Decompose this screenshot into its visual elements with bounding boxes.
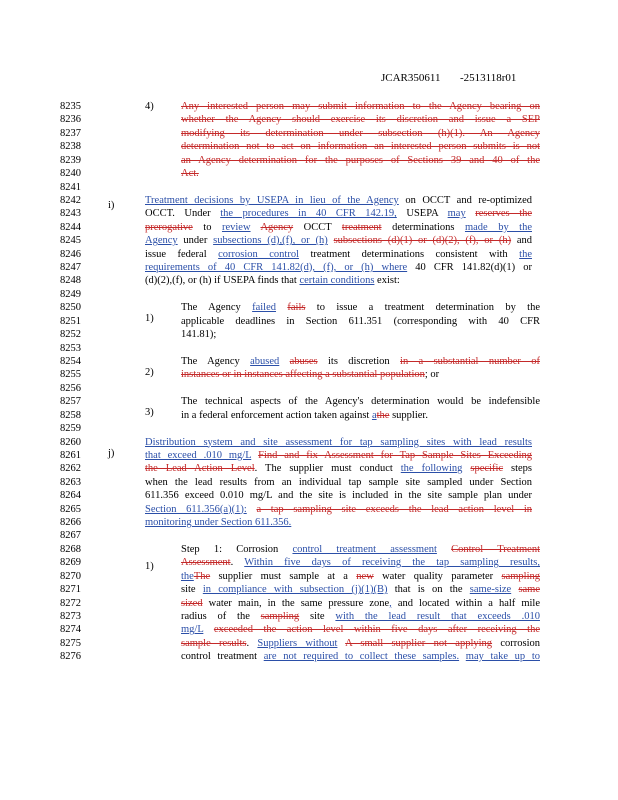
line-number: 8237 [60,127,81,139]
line-number: 8270 [60,570,81,582]
text-line [145,274,532,287]
header-doc-code: -2513118r01 [460,72,517,84]
deleted-text: new [356,570,374,582]
line-number: 8259 [60,423,81,435]
line-number: 8276 [60,651,81,663]
deleted-text: Control Treatment [451,543,540,555]
plain-text: when the lead results from an individual tap sample site sampled under Section [145,476,532,488]
plain-text [279,356,289,367]
inserted-text: abused [250,355,280,367]
deleted-text: an Agency determination for the purposes of Sections 39 and 40 of the [181,154,540,166]
text-line [181,301,540,314]
plain-text: corrosion [492,637,540,649]
inserted-text: review [221,221,251,233]
inserted-text: may take up to [465,651,540,663]
plain-text: . [246,637,258,649]
inserted-text: in compliance with subsection (j)(1)(B) [202,584,388,596]
plain-text: issue federal [145,248,219,260]
deleted-text: specific [470,463,504,475]
deleted-text: sized [181,597,203,609]
inserted-text: subsections (d),(f), or (h) [213,235,328,247]
deleted-text: in a substantial number of [400,355,540,367]
text-line [145,489,532,502]
text-line [145,516,532,529]
line-number: 8251 [60,315,81,327]
deleted-text: Find and fix Assessment for Tap Sample Sites Exceeding [258,449,532,461]
plain-text: control treatment [181,651,264,663]
plain-text: steps [503,463,532,475]
plain-text: in a federal enforcement action taken against [181,409,372,421]
line-number: 8241 [60,181,81,193]
text-line [145,449,532,462]
item-label-j-1: 1) [145,561,154,572]
inserted-text: mg/L [181,624,204,636]
plain-text: supplier must sample at a [210,570,357,582]
line-number: 8263 [60,476,81,488]
plain-text: and [511,235,532,247]
plain-text: 611.356 exceed 0.010 mg/L and the site is included in the site sample plan under [145,490,532,502]
line-number: 8267 [60,530,81,542]
inserted-text: corrosion control [218,248,300,260]
plain-text: (d)(2),(f), or (h) if USEPA finds that [145,275,300,287]
plain-text [437,544,451,555]
text-line [181,328,540,341]
text-line [181,597,540,610]
inserted-text: made by the [464,221,532,233]
plain-text: on OCCT and re-optimized [398,194,532,206]
deleted-text: fails [287,302,306,314]
plain-text [459,651,466,662]
inserted-text: requirements of 40 CFR 141.82(d), (f), or (h) where [145,262,408,274]
deleted-text: same [518,584,540,596]
plain-text: to issue a treatment determination by the [305,302,540,314]
plain-text [251,222,261,233]
line-number: 8250 [60,302,81,314]
line-number: 8255 [60,369,81,381]
inserted-text: Suppliers without [257,637,338,649]
plain-text: site [299,610,336,622]
plain-text: site [181,584,203,596]
line-number: 8274 [60,624,81,636]
line-number: 8257 [60,396,81,408]
plain-text [247,504,257,515]
line-number: 8258 [60,409,81,421]
line-number: 8236 [60,114,81,126]
text-line [181,409,540,422]
text-line [181,368,540,381]
deleted-text: the Lead Action Level [145,463,255,475]
plain-text: water quality parameter [373,570,502,582]
line-number: 8262 [60,463,81,475]
line-number: 8266 [60,517,81,529]
inserted-text: same-size [469,584,512,596]
deleted-text: exceeded the action level within five days after receiving the [213,624,540,636]
line-number: 8268 [60,543,81,555]
deleted-text: determination not to act on information an interested person submits is not [181,141,540,153]
deleted-text: subsections (d)(1) or (d)(2), (f), or (h) [333,235,512,247]
inserted-text: a [371,409,377,421]
text-line [145,221,532,234]
item-label-j: j) [108,448,115,459]
text-line [145,234,532,247]
plain-text [276,302,287,313]
text-line [181,167,540,180]
inserted-text: certain conditions [299,275,375,287]
deleted-text: sampling [501,570,540,582]
deleted-text: whether the Agency should exercise its discretion and issue a SEP [181,114,540,126]
line-number: 8264 [60,490,81,502]
line-number: 8275 [60,637,81,649]
line-number: 8242 [60,194,81,206]
text-line [145,248,532,261]
plain-text: Step 1: Corrosion [181,543,293,555]
text-line [181,543,540,556]
text-line [181,650,540,663]
text-line [181,570,540,583]
inserted-text: may [447,208,466,220]
item-label-i-2: 2) [145,367,154,378]
line-number: 8248 [60,275,81,287]
plain-text: 40 CFR 141.82(d)(1) or [407,262,532,274]
line-number: 8246 [60,248,81,260]
inserted-text: the [181,570,194,582]
plain-text: determinations [381,221,465,233]
plain-text: 141.81); [181,329,217,341]
line-number: 8252 [60,329,81,341]
deleted-text: Agency [260,221,294,233]
plain-text: The Agency [181,302,253,314]
inserted-text: the procedures in 40 CFR 142.19, [220,208,397,220]
plain-text: exist: [374,275,400,287]
line-number: 8238 [60,141,81,153]
text-line [181,127,540,140]
deleted-text: reserves the [475,208,532,220]
inserted-text: the [519,248,532,260]
plain-text: USEPA [396,208,448,220]
item-label-i: i) [108,200,115,211]
inserted-text: that exceed .010 mg/L [145,449,252,461]
deleted-text: Act. [181,168,199,180]
item-label-4: 4) [145,101,154,112]
inserted-text: with the lead result that exceeds .010 [335,610,540,622]
text-line [145,462,532,475]
plain-text: . The supplier must conduct [254,463,401,475]
line-number: 8254 [60,355,81,367]
inserted-text: Section 611.356(a)(1): [145,503,247,515]
text-line [181,355,540,368]
plain-text [203,624,214,635]
text-line [181,113,540,126]
text-line [181,154,540,167]
deleted-text: instances or in instances affecting a substantial population [181,369,425,381]
text-line [181,556,540,569]
item-label-i-1: 1) [145,313,154,324]
line-number: 8265 [60,503,81,515]
plain-text: . [230,557,245,569]
deleted-text: modifying its determination under subsection (h)(1). An Agency [181,127,540,139]
page-header [381,72,516,84]
text-line [181,140,540,153]
line-number: 8271 [60,584,81,596]
inserted-text: the following [400,463,463,475]
text-line [181,100,540,113]
inserted-text: Agency [145,235,178,247]
line-number: 8269 [60,557,81,569]
text-line [181,395,540,408]
plain-text [337,638,345,649]
line-number: 8240 [60,168,81,180]
text-line [145,503,532,516]
plain-text: OCCT. Under [145,208,221,220]
text-line [145,194,532,207]
plain-text: The technical aspects of the Agency's determination would be indefensible [181,396,540,408]
item-label-i-3: 3) [145,407,154,418]
plain-text: water main, in the same pressure zone [202,597,390,609]
text-line [145,476,532,489]
inserted-text: Treatment decisions by USEPA in lieu of the Agency [145,194,399,206]
text-line [145,207,532,220]
line-number: 8243 [60,208,81,220]
line-number: 8239 [60,154,81,166]
plain-text: ; or [424,369,440,381]
text-line [181,637,540,650]
deleted-text: a tap sampling site exceeds the lead action level in [256,503,532,515]
text-line [181,623,540,636]
deleted-text: Any interested person may submit information to the Agency bearing on [181,101,540,112]
line-number: 8249 [60,288,81,300]
line-number: 8273 [60,610,81,622]
deleted-text: Assessment [181,557,231,569]
deleted-text: the [376,409,390,421]
plain-text: OCCT [293,221,342,233]
deleted-text: sampling [260,610,300,622]
plain-text: under [177,235,214,247]
line-number: 8247 [60,262,81,274]
plain-text: radius of the [181,610,261,622]
plain-text: applicable deadlines in Section 611.351 (corresponding with 40 CFR [181,315,540,327]
text-line [181,583,540,596]
line-number: 8256 [60,382,81,394]
deleted-text: The [193,570,211,582]
line-number: 8260 [60,436,81,448]
text-line [145,261,532,274]
deleted-text: A small supplier not applying [345,637,493,649]
inserted-text: monitoring under Section 611.356. [145,517,292,529]
inserted-text: Distribution system and site assessment for tap sampling sites with lead results [145,436,532,448]
line-number: 8272 [60,597,81,609]
text-line [181,610,540,623]
text-line [181,315,540,328]
line-number: 8244 [60,221,81,233]
deleted-text: prerogative [145,221,193,233]
plain-text: treatment determinations consistent with [299,248,520,260]
plain-text: The Agency [181,355,251,367]
plain-text: supplier. [389,409,428,421]
text-line [145,436,532,449]
line-number: 8245 [60,235,81,247]
plain-text: its discretion [317,355,401,367]
deleted-text: treatment [341,221,382,233]
inserted-text: Within five days of receiving the tap sampling results, [244,557,540,569]
inserted-text: control treatment assessment [292,543,437,555]
inserted-text: failed [252,302,277,314]
line-number: 8253 [60,342,81,354]
plain-text: that is on the [387,584,470,596]
plain-text [466,208,476,219]
line-number: 8261 [60,449,81,461]
line-number: 8235 [60,101,81,112]
deleted-text: abuses [289,355,318,367]
header-doc-id: JCAR350611 [381,72,441,84]
deleted-text: sample results [181,637,247,649]
inserted-text: are not required to collect these samples. [263,651,460,663]
plain-text: to [192,221,222,233]
inserted-text: , [389,597,392,609]
plain-text: and located within a half mile [391,597,540,609]
